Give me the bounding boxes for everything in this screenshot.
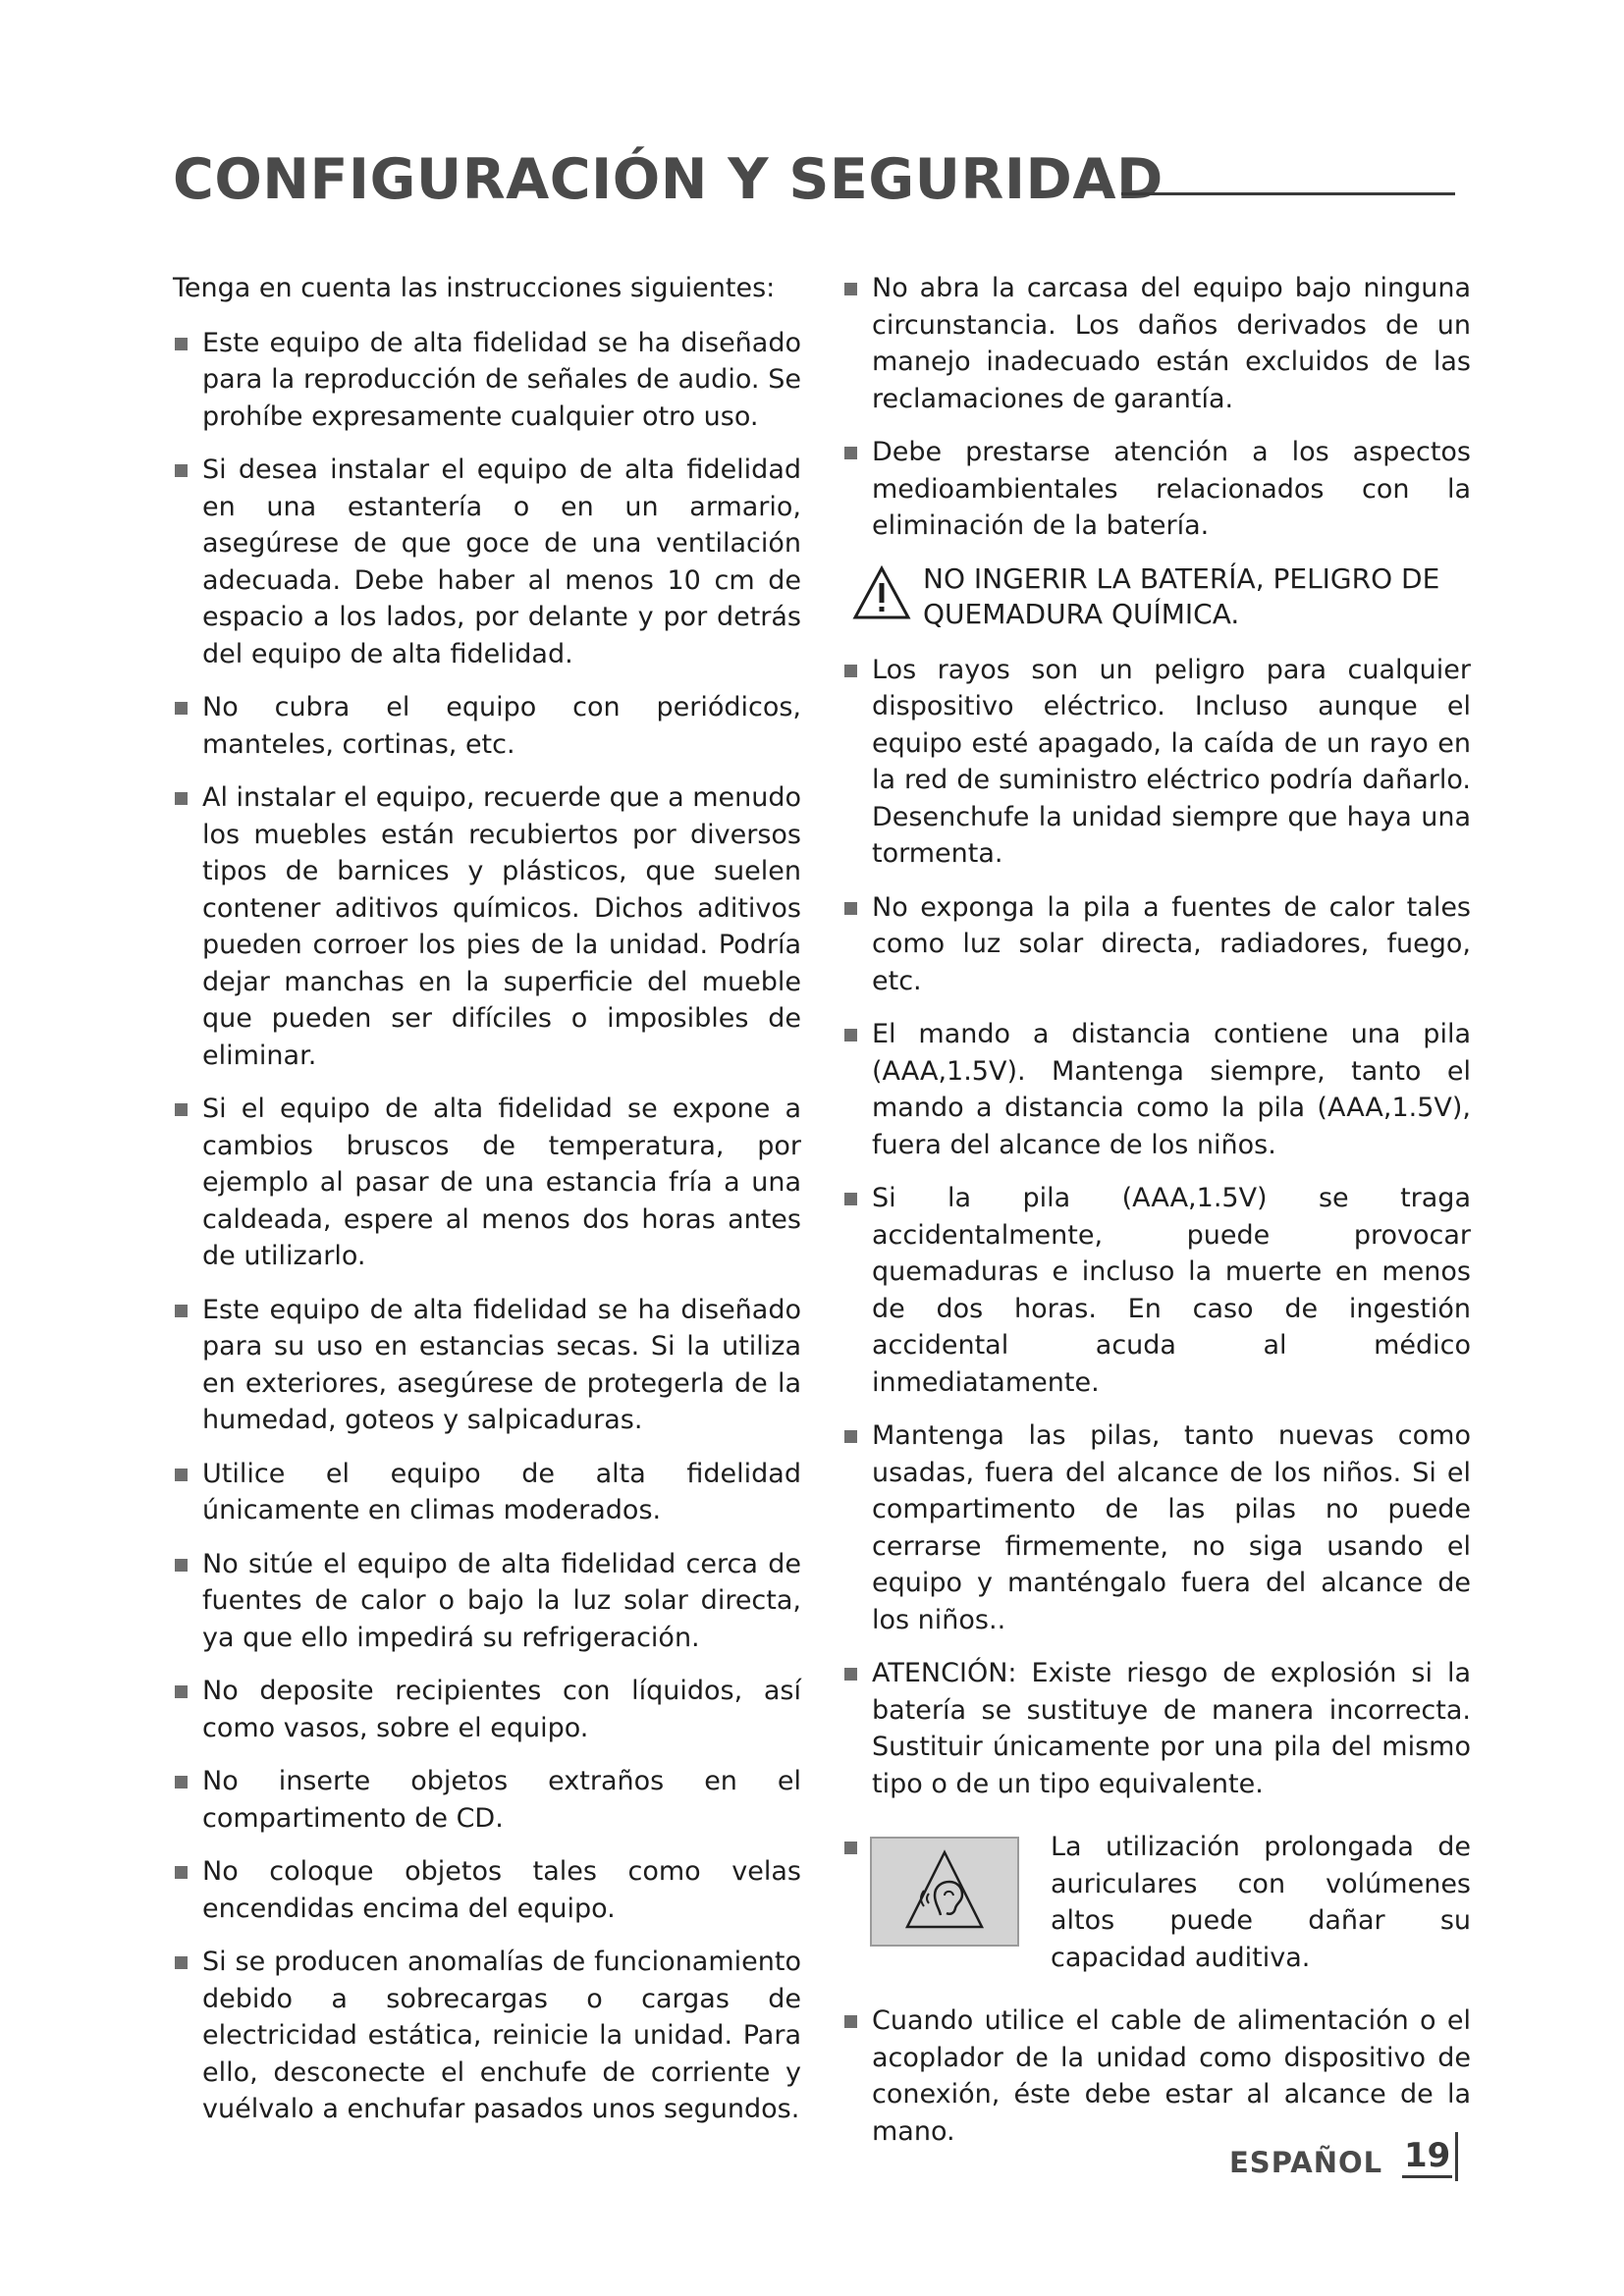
- list-item: Este equipo de alta fidelidad se ha diseñado para la reproducción de señales de audio. Se prohíbe expresamente cualquier otro uso.: [173, 325, 801, 436]
- bullet-square-icon: [175, 1559, 188, 1572]
- bullet-square-icon: [175, 1866, 188, 1879]
- list-item: Cuando utilice el cable de alimentación o el acoplador de la unidad como dispositivo de conexión, éste debe estar al alcance de la mano.: [842, 2002, 1471, 2150]
- bullet-square-icon: [175, 1103, 188, 1116]
- bullet-square-icon: [844, 665, 857, 677]
- list-item: Este equipo de alta fidelidad se ha diseñado para su uso en estancias secas. Si la utiliza en exteriores, asegúrese de protegerla de la humedad, goteos y salpicaduras.: [173, 1292, 801, 1439]
- right-column: [842, 270, 1471, 2166]
- bullet-square-icon: [175, 338, 188, 350]
- list-item: No cubra el equipo con periódicos, manteles, cortinas, etc.: [173, 689, 801, 763]
- list-item: Si se producen anomalías de funcionamiento debido a sobrecargas o cargas de electricidad estática, reinicie la unidad. Para ello, desconecte el enchufe de corriente y vuélvalo a enchufar pasados unos segundos.: [173, 1944, 801, 2128]
- bullet-square-icon: [844, 447, 857, 459]
- bullet-square-icon: [175, 1685, 188, 1698]
- footer-divider: [1455, 2132, 1458, 2181]
- list-item: Mantenga las pilas, tanto nuevas como usadas, fuera del alcance de los niños. Si el compartimento de las pilas no puede cerrarse firmemente, no siga usando el equipo y manténgalo fuera del alcance de los niños..: [842, 1417, 1471, 1638]
- bullet-square-icon: [175, 1956, 188, 1969]
- hearing-warning: [842, 1829, 1471, 1976]
- hearing-warning-text: La utilización prolongada de auriculares con volúmenes altos puede dañar su capacidad auditiva.: [1051, 1832, 1471, 1973]
- hearing-damage-warning-icon: [870, 1837, 1019, 1947]
- left-column: [173, 270, 801, 2145]
- footer-language: ESPAÑOL: [1229, 2146, 1383, 2179]
- bullet-square-icon: [175, 464, 188, 477]
- bullet-square-icon: [844, 283, 857, 295]
- bullet-square-icon: [844, 1029, 857, 1041]
- bullet-square-icon: [175, 1305, 188, 1317]
- intro-text: Tenga en cuenta las instrucciones siguientes:: [173, 273, 776, 303]
- list-item: Utilice el equipo de alta fidelidad únicamente en climas moderados.: [173, 1456, 801, 1529]
- battery-warning: [842, 561, 1471, 632]
- list-item: ATENCIÓN: Existe riesgo de explosión si la batería se sustituye de manera incorrecta. Sustituir únicamente por una pila del mismo tipo o de un tipo equivalente.: [842, 1655, 1471, 1802]
- list-item: Si desea instalar el equipo de alta fidelidad en una estantería o en un armario, asegúrese de que goce de una ventilación adecuada. Debe haber al menos 10 cm de espacio a los lados, por delante y por detrás del equipo de alta fidelidad.: [173, 452, 801, 672]
- list-item: No inserte objetos extraños en el compartimento de CD.: [173, 1763, 801, 1837]
- list-item: No deposite recipientes con líquidos, así como vasos, sobre el equipo.: [173, 1673, 801, 1746]
- bullet-square-icon: [175, 792, 188, 805]
- list-item: Si la pila (AAA,1.5V) se traga accidentalmente, puede provocar quemaduras e incluso la muerte en menos de dos horas. En caso de ingestión accidental acuda al médico inmediatamente.: [842, 1180, 1471, 1401]
- warning-triangle-icon: [852, 565, 911, 620]
- bullet-square-icon: [844, 2015, 857, 2028]
- bullet-square-icon: [844, 1193, 857, 1205]
- list-item: No sitúe el equipo de alta fidelidad cerca de fuentes de calor o bajo la luz solar directa, ya que ello impedirá su refrigeración.: [173, 1546, 801, 1657]
- battery-warning-text: NO INGERIR LA BATERÍA, PELIGRO DE QUEMADURA QUÍMICA.: [923, 561, 1440, 630]
- bullet-square-icon: [844, 1668, 857, 1681]
- bullet-square-icon: [844, 1430, 857, 1443]
- title-rule: [1121, 192, 1455, 195]
- page-title: CONFIGURACIÓN Y SEGURIDAD: [173, 147, 1164, 212]
- list-item: No coloque objetos tales como velas encendidas encima del equipo.: [173, 1853, 801, 1927]
- bullet-square-icon: [175, 1776, 188, 1789]
- list-item: No abra la carcasa del equipo bajo ninguna circunstancia. Los daños derivados de un manejo inadecuado están excluidos de las reclamaciones de garantía.: [842, 270, 1471, 417]
- bullet-square-icon: [175, 702, 188, 715]
- bullet-square-icon: [844, 1842, 857, 1854]
- bullet-square-icon: [844, 902, 857, 915]
- list-item: No exponga la pila a fuentes de calor tales como luz solar directa, radiadores, fuego, etc.: [842, 889, 1471, 1000]
- list-item: Debe prestarse atención a los aspectos medioambientales relacionados con la eliminación de la batería.: [842, 434, 1471, 545]
- list-item: Al instalar el equipo, recuerde que a menudo los muebles están recubiertos por diversos tipos de barnices y plásticos, que suelen contener aditivos químicos. Dichos aditivos pueden corroer los pies de la unidad. Podría dejar manchas en la superficie del mueble que pueden ser difíciles o imposibles de eliminar.: [173, 779, 801, 1074]
- list-item: El mando a distancia contiene una pila (AAA,1.5V). Mantenga siempre, tanto el mando a distancia como la pila (AAA,1.5V), fuera del alcance de los niños.: [842, 1016, 1471, 1163]
- list-item: Si el equipo de alta fidelidad se expone a cambios bruscos de temperatura, por ejemplo al pasar de una estancia fría a una caldeada, espere al menos dos horas antes de utilizarlo.: [173, 1091, 801, 1275]
- bullet-square-icon: [175, 1468, 188, 1481]
- page-number: 19: [1402, 2136, 1452, 2178]
- list-item: Los rayos son un peligro para cualquier dispositivo eléctrico. Incluso aunque el equipo esté apagado, la caída de un rayo en la red de suministro eléctrico podría dañarlo. Desenchufe la unidad siempre que haya una tormenta.: [842, 652, 1471, 873]
